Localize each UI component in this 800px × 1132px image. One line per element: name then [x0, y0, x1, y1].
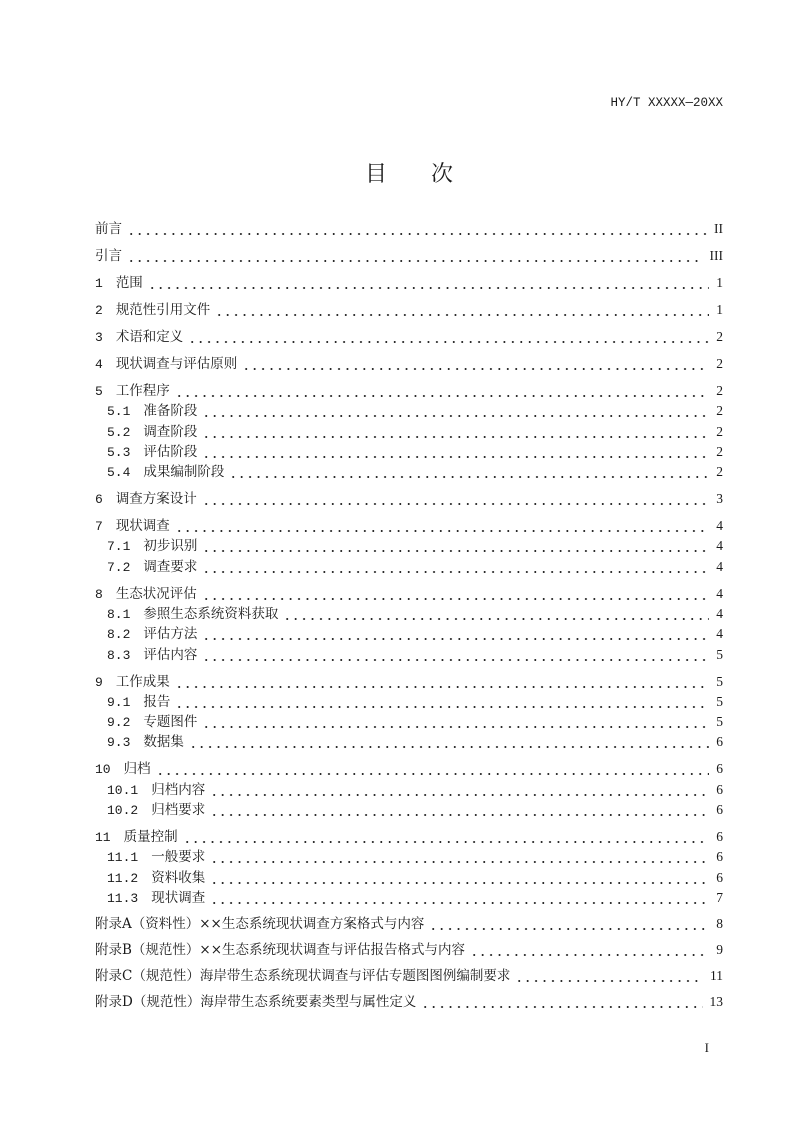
toc-entry-page: 5 [716, 714, 723, 730]
dot-leader [429, 914, 709, 934]
toc-entry [95, 442, 723, 462]
toc-entry [95, 712, 723, 732]
toc-entry-number: 9.2 [107, 715, 131, 731]
dot-leader [175, 672, 709, 692]
dot-leader [188, 327, 709, 347]
toc-entry-number: 附录A [95, 915, 132, 932]
toc-entry-title: 调查方案设计 [115, 491, 197, 508]
toc-entry [95, 557, 723, 577]
toc-entry-title: 评估内容 [143, 646, 198, 663]
dot-leader [127, 219, 707, 239]
toc-entry [95, 847, 723, 867]
toc-entry-title: 现状调查 [115, 518, 170, 535]
toc-entry-number: 7.2 [107, 559, 131, 575]
toc-entry-page: 2 [716, 355, 723, 371]
toc-entry-title: 归档要求 [151, 801, 206, 818]
toc-heading: 目 次 [364, 162, 453, 187]
toc-entry-page: 4 [716, 626, 723, 642]
toc-entry-page: 13 [709, 993, 723, 1009]
toc-entry-title: 归档内容 [151, 781, 206, 798]
toc-entry-title: 现状调查 [151, 889, 206, 906]
dot-leader [215, 300, 709, 320]
toc-entry-page: 4 [716, 585, 723, 601]
dot-leader [175, 516, 709, 536]
toc-entry-title: 引言 [95, 247, 122, 264]
dot-leader [210, 780, 709, 800]
toc-entry-number: 8.1 [107, 606, 131, 622]
dot-leader [202, 489, 709, 509]
toc-entry-page: 11 [710, 967, 723, 983]
page-number: I [704, 1040, 709, 1055]
toc-list [95, 219, 723, 1012]
dot-leader [202, 584, 709, 604]
toc-entry-page: 6 [716, 869, 723, 885]
toc-entry-title: 工作程序 [115, 382, 170, 399]
dot-leader [242, 354, 709, 374]
toc-entry-page: 5 [716, 673, 723, 689]
toc-entry-title: 规范性引用文件 [115, 301, 211, 318]
toc-entry-number: 2 [95, 302, 103, 318]
toc-entry-number: 10.2 [107, 802, 139, 818]
toc-entry [95, 868, 723, 888]
toc-entry-title: （规范性）海岸带生态系统要素类型与属性定义 [132, 993, 417, 1010]
toc-entry-number: 6 [95, 492, 103, 508]
toc-entry-title: （规范性）××生态系统现状调查与评估报告格式与内容 [131, 941, 466, 958]
dot-leader [210, 868, 709, 888]
toc-entry-number: 10 [95, 762, 111, 778]
toc-entry [95, 327, 723, 347]
toc-entry-title: 范围 [115, 274, 143, 291]
toc-entry [95, 462, 723, 482]
toc-entry [95, 273, 723, 293]
toc-entry-number: 9.3 [107, 735, 131, 751]
toc-entry-number: 附录C [95, 967, 133, 984]
toc-entry [95, 780, 723, 800]
toc-entry [95, 940, 723, 960]
toc-entry [95, 584, 723, 604]
toc-entry-title: 质量控制 [123, 828, 178, 845]
toc-entry [95, 692, 723, 712]
toc-entry-page: 1 [716, 274, 723, 290]
toc-entry-title: （资料性）××生态系统现状调查方案格式与内容 [131, 915, 425, 932]
toc-entry-title: 资料收集 [151, 869, 206, 886]
toc-entry-page: 5 [716, 646, 723, 662]
toc-entry [95, 516, 723, 536]
dot-leader [175, 381, 709, 401]
toc-entry-title: （规范性）海岸带生态系统现状调查与评估专题图图例编制要求 [132, 967, 511, 984]
toc-entry-title: 参照生态系统资料获取 [143, 605, 279, 622]
toc-entry-page: 9 [716, 941, 723, 957]
toc-entry-page: 2 [716, 423, 723, 439]
toc-entry-page: 6 [716, 801, 723, 817]
toc-entry-page: II [714, 221, 723, 236]
dot-leader [210, 847, 709, 867]
toc-entry-page: 4 [716, 518, 723, 534]
dot-leader [210, 800, 709, 820]
toc-entry [95, 246, 723, 266]
toc-entry [95, 219, 723, 239]
toc-entry [95, 992, 723, 1012]
dot-leader [283, 604, 709, 624]
toc-entry-page: 6 [716, 828, 723, 844]
dot-leader [202, 624, 709, 644]
toc-entry [95, 800, 723, 820]
toc-entry-page: 7 [716, 889, 723, 905]
toc-entry-page: 2 [716, 382, 723, 398]
toc-entry [95, 914, 723, 934]
toc-entry [95, 536, 723, 556]
dot-leader [183, 827, 710, 847]
toc-entry-page: 4 [716, 538, 723, 554]
toc-entry-title: 评估方法 [143, 626, 198, 643]
toc-entry-number: 7.1 [107, 539, 131, 555]
toc-entry-title: 现状调查与评估原则 [115, 355, 238, 372]
toc-entry-page: 6 [716, 734, 723, 750]
toc-entry-number: 5.2 [107, 424, 131, 440]
toc-entry [95, 888, 723, 908]
toc-entry-number: 附录D [95, 993, 133, 1010]
toc-entry-title: 成果编制阶段 [143, 464, 225, 481]
toc-entry-page: 1 [716, 301, 723, 317]
toc-entry-title: 评估阶段 [143, 443, 198, 460]
toc-entry-number: 7 [95, 519, 103, 535]
toc-entry-title: 数据集 [143, 734, 184, 751]
toc-entry [95, 966, 723, 986]
dot-leader [148, 273, 709, 293]
toc-entry-title: 调查要求 [143, 558, 198, 575]
toc-entry-page: 3 [716, 491, 723, 507]
toc-entry-page: 4 [716, 605, 723, 621]
toc-entry [95, 381, 723, 401]
dot-leader [210, 888, 709, 908]
toc-entry-page: 2 [716, 328, 723, 344]
toc-entry-page: 6 [716, 761, 723, 777]
toc-entry-title: 调查阶段 [143, 423, 198, 440]
toc-entry [95, 672, 723, 692]
toc-entry-page: 8 [716, 915, 723, 931]
toc-entry-page: 4 [716, 558, 723, 574]
toc-entry-page: 6 [716, 781, 723, 797]
dot-leader [175, 692, 709, 712]
toc-entry-title: 准备阶段 [143, 403, 198, 420]
toc-entry-number: 11.1 [107, 850, 139, 866]
toc-entry-number: 11.2 [107, 870, 139, 886]
toc-entry-title: 生态状况评估 [115, 585, 197, 602]
toc-entry [95, 401, 723, 421]
toc-entry-number: 11.3 [107, 890, 139, 906]
dot-leader [127, 246, 703, 266]
dot-leader [202, 401, 709, 421]
dot-leader [470, 940, 709, 960]
toc-entry-number: 5 [95, 383, 103, 399]
dot-leader [421, 992, 702, 1012]
dot-leader [202, 645, 709, 665]
toc-entry [95, 624, 723, 644]
toc-entry-number: 5.1 [107, 404, 131, 420]
dot-leader [229, 462, 709, 482]
toc-entry-number: 5.4 [107, 465, 131, 481]
toc-entry [95, 645, 723, 665]
dot-leader [202, 442, 709, 462]
toc-entry [95, 604, 723, 624]
toc-entry-number: 10.1 [107, 782, 139, 798]
toc-entry-number: 4 [95, 356, 103, 372]
toc-entry-number: 9 [95, 674, 103, 690]
toc-entry-number: 3 [95, 329, 103, 345]
toc-entry-number: 8.3 [107, 647, 131, 663]
toc-entry-title: 归档 [123, 761, 151, 778]
toc-entry-page: 2 [716, 464, 723, 480]
toc-entry-page: 2 [716, 403, 723, 419]
toc-entry-page: 5 [716, 693, 723, 709]
toc-entry [95, 354, 723, 374]
toc-entry [95, 422, 723, 442]
toc-entry-title: 报告 [143, 693, 171, 710]
toc-entry-title: 前言 [95, 221, 122, 237]
toc-entry-number: 11 [95, 829, 111, 845]
dot-leader [202, 422, 709, 442]
dot-leader [156, 759, 710, 779]
toc-entry-number: 附录B [95, 941, 132, 958]
dot-leader [515, 966, 703, 986]
toc-entry-title: 专题图件 [143, 714, 198, 731]
toc-entry-number: 9.1 [107, 694, 131, 710]
dot-leader [202, 557, 709, 577]
dot-leader [202, 536, 709, 556]
dot-leader [202, 712, 709, 732]
toc-entry-page: 6 [716, 849, 723, 865]
toc-entry-number: 8.2 [107, 627, 131, 643]
toc-entry-title: 初步识别 [143, 538, 198, 555]
toc-entry-title: 工作成果 [115, 673, 170, 690]
toc-entry-number: 1 [95, 275, 103, 291]
toc-entry [95, 300, 723, 320]
toc-entry-page: III [709, 247, 723, 263]
toc-entry-title: 一般要求 [151, 849, 206, 866]
toc-entry-page: 2 [716, 443, 723, 459]
toc-entry [95, 489, 723, 509]
toc-entry [95, 732, 723, 752]
toc-entry [95, 759, 723, 779]
toc-entry-number: 8 [95, 586, 103, 602]
dot-leader [189, 732, 709, 752]
toc-entry-title: 术语和定义 [115, 328, 184, 345]
toc-entry [95, 827, 723, 847]
toc-entry-number: 5.3 [107, 444, 131, 460]
standard-code-header: HY/T XXXXX—20XX [610, 96, 723, 110]
